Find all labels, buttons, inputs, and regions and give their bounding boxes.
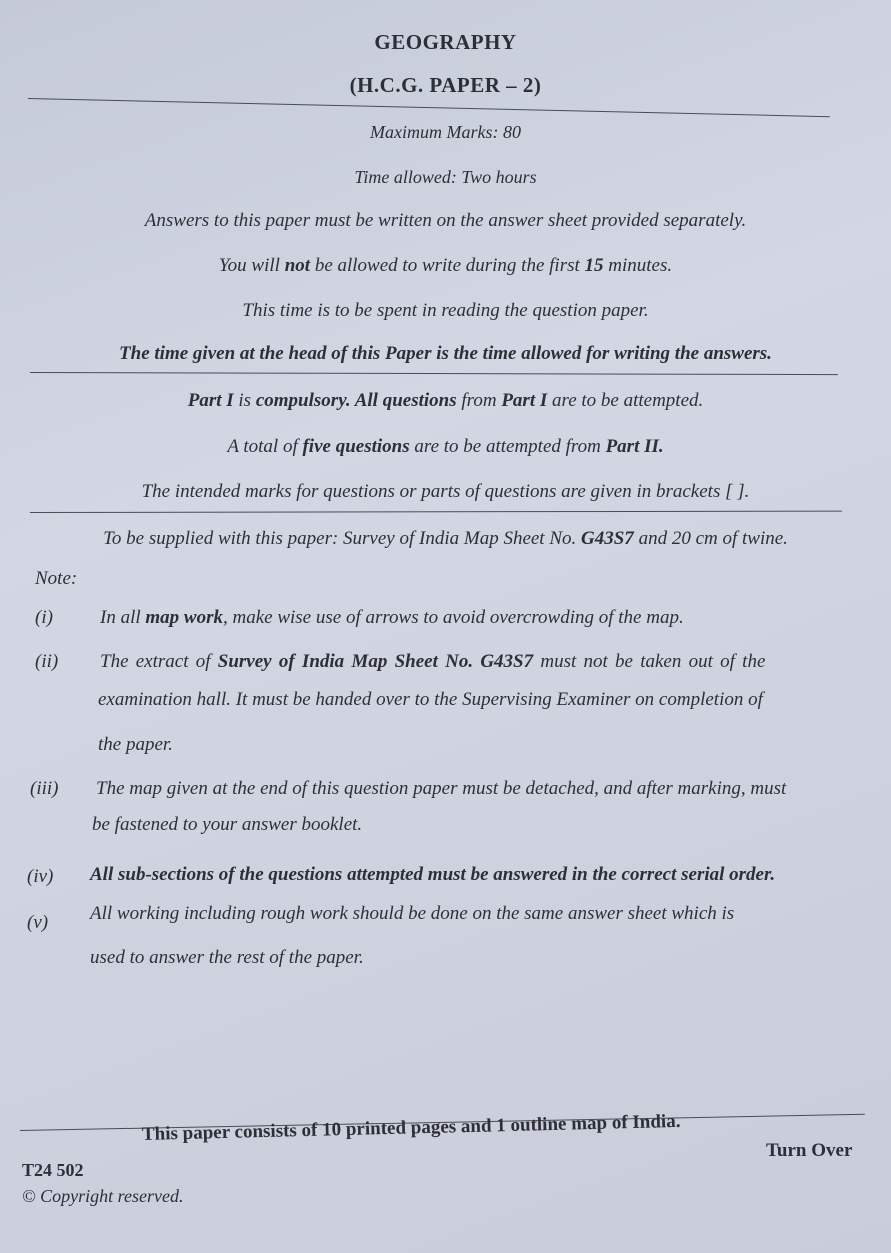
page-count-note: This paper consists of 10 printed pages and 1 outline map of India.: [141, 1110, 681, 1145]
map-sheet-number: G43S7: [581, 528, 634, 549]
text-bold: map work: [145, 607, 223, 628]
subject-title: GEOGRAPHY: [374, 30, 517, 54]
note-number: (v): [27, 912, 49, 933]
header-divider: [28, 98, 830, 117]
text-bold: Part I: [501, 390, 548, 411]
text-segment: is: [233, 390, 256, 411]
text-bold: Survey of India Map Sheet No. G43S7: [217, 651, 534, 672]
text-segment: A total of: [227, 436, 303, 457]
note-text: All sub-sections of the questions attempted must be answered in the correct serial order.: [90, 864, 776, 885]
parts-divider: [30, 511, 842, 513]
max-marks: Maximum Marks: 80: [370, 122, 521, 142]
part-two-instruction: [0, 436, 891, 458]
text-segment: You will: [218, 255, 285, 276]
text-bold: five questions: [302, 436, 410, 457]
note-number: (iv): [27, 866, 54, 887]
text-segment: and 20 cm of twine.: [633, 528, 788, 549]
text-bold: Part II.: [605, 436, 664, 457]
instruction-answer-sheet: Answers to this paper must be written on the answer sheet provided separately.: [144, 210, 747, 231]
note-text-continued: examination hall. It must be handed over to the Supervising Examiner on completion of: [98, 689, 763, 710]
marks-instruction: The intended marks for questions or parts of questions are given in brackets [ ].: [141, 481, 750, 502]
text-segment: are to be attempted.: [547, 390, 704, 411]
text-bold: 15: [584, 255, 604, 276]
text-segment: must not be taken out of the: [533, 651, 766, 672]
instructions-divider: [30, 372, 838, 375]
note-number: (i): [35, 607, 53, 628]
part-one-instruction: [0, 390, 891, 412]
text-segment: , make wise use of arrows to avoid overcrowding of the map.: [223, 607, 684, 628]
note-text: [100, 607, 684, 629]
text-bold: compulsory.: [255, 390, 351, 411]
note-text-continued: used to answer the rest of the paper.: [90, 947, 364, 968]
note-text-continued: the paper.: [98, 734, 173, 755]
instruction-reading-time: [0, 255, 891, 277]
time-allowed: Time allowed: Two hours: [354, 167, 537, 187]
instruction-time-note: The time given at the head of this Paper is the time allowed for writing the answers.: [119, 343, 772, 364]
paper-code: T24 502: [22, 1160, 84, 1180]
note-label: Note:: [35, 568, 78, 589]
text-segment: minutes.: [603, 255, 673, 276]
text-segment: In all: [100, 607, 146, 628]
note-text: All working including rough work should be done on the same answer sheet which is: [90, 903, 735, 924]
text-segment: be allowed to write during the first: [310, 255, 585, 276]
note-text-continued: be fastened to your answer booklet.: [92, 814, 363, 835]
text-segment: To be supplied with this paper: Survey of India Map Sheet No.: [103, 528, 582, 549]
turn-over-label: Turn Over: [766, 1140, 853, 1161]
instruction-reading-purpose: This time is to be spent in reading the question paper.: [242, 300, 649, 321]
text-segment: are to be attempted from: [409, 436, 606, 457]
text-segment: The extract of: [100, 651, 218, 672]
note-number: (ii): [35, 651, 59, 672]
note-text: [100, 651, 765, 673]
text-bold: Part I: [187, 390, 234, 411]
text-bold: not: [284, 255, 311, 276]
paper-title: (H.C.G. PAPER – 2): [349, 73, 542, 97]
supplied-materials: [0, 528, 891, 550]
text-bold: All questions: [350, 390, 462, 411]
note-number: (iii): [30, 778, 59, 799]
note-text: The map given at the end of this question paper must be detached, and after marking, must: [96, 778, 787, 799]
text-segment: from: [461, 390, 502, 411]
copyright-notice: © Copyright reserved.: [22, 1186, 184, 1206]
